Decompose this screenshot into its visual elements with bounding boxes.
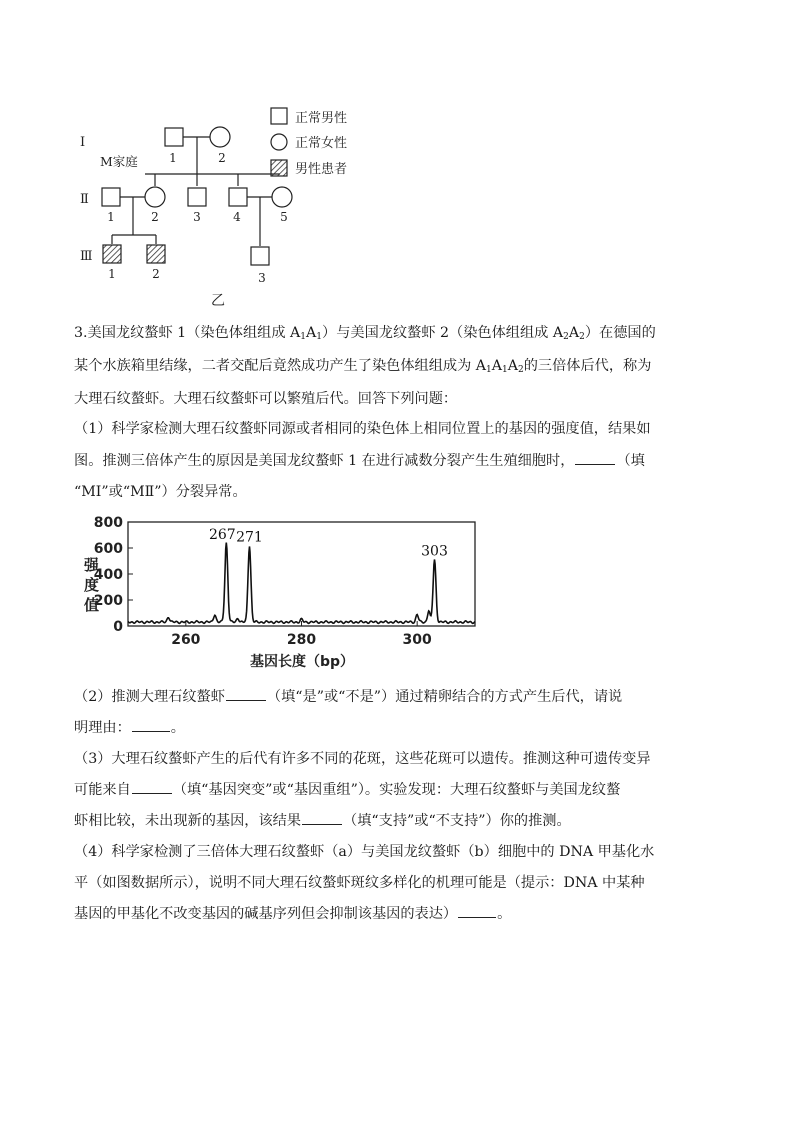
q1-line-1: （1）科学家检测大理石纹螯虾同源或者相同的染色体上相同位置上的基因的强度值，结果如 bbox=[74, 421, 651, 437]
gen-label-3: Ⅲ bbox=[80, 249, 93, 264]
subscript: 2 bbox=[579, 332, 585, 342]
q1-line-2 bbox=[74, 446, 734, 476]
subscript: 1 bbox=[486, 365, 492, 375]
gen2-num-5: 5 bbox=[280, 210, 288, 224]
q3-text: 虾相比较，未出现新的基因，该结果 bbox=[74, 813, 302, 829]
q4-line-1: （4）科学家检测了三倍体大理石纹螯虾（a）与美国龙纹螯虾（b）细胞中的 DNA 甲基化水 bbox=[74, 844, 655, 860]
q2-text: 。 bbox=[170, 720, 185, 736]
peak-label: 303 bbox=[421, 543, 448, 560]
gen1-male-symbol bbox=[165, 128, 183, 146]
subscript: 1 bbox=[316, 332, 322, 342]
q2-text: （填“是”或“不是”）通过精卵结合的方式产生后代，请说 bbox=[266, 689, 623, 705]
y-tick-label: 400 bbox=[93, 567, 123, 583]
gen3-num-3: 3 bbox=[258, 271, 266, 285]
gen2-male-1 bbox=[102, 188, 120, 206]
plot-frame bbox=[128, 522, 475, 626]
gen2-num-2: 2 bbox=[151, 210, 159, 224]
subscript: 1 bbox=[502, 365, 508, 375]
legend-male-label: 正常男性 bbox=[295, 111, 348, 126]
q3-text: （填“支持”或“不支持”）你的推测。 bbox=[343, 813, 571, 829]
answer-blank-q3b[interactable] bbox=[302, 810, 342, 825]
q1-line-3: “MⅠ”或“MⅡ”）分裂异常。 bbox=[74, 484, 247, 500]
y-tick-label: 800 bbox=[93, 516, 123, 531]
legend-affected-label: 男性患者 bbox=[295, 162, 348, 177]
legend-male-icon bbox=[271, 108, 287, 124]
answer-blank-q2a[interactable] bbox=[226, 686, 266, 701]
q3-line-1: （3）大理石纹螯虾产生的后代有许多不同的花斑，这些花斑可以遗传。推测这种可遗传变异 bbox=[74, 751, 651, 767]
gen1-num-1: 1 bbox=[169, 151, 177, 165]
answer-blank-q1[interactable] bbox=[575, 450, 615, 465]
intro-line-2: 某个水族箱里结缘，二者交配后竟然成功产生了染色体组组成为 $A_1A_1A_2$的三倍体后代，称为 bbox=[74, 358, 652, 375]
gen3-affected-male-1 bbox=[103, 245, 121, 263]
intro-line-3: 大理石纹螯虾。大理石纹螯虾可以繁殖后代。回答下列问题： bbox=[74, 391, 458, 407]
q3-line-3 bbox=[74, 806, 734, 836]
y-tick-label: 0 bbox=[113, 619, 123, 635]
subscript: 2 bbox=[563, 332, 569, 342]
gen2-num-4: 4 bbox=[233, 210, 241, 224]
intensity-chart bbox=[70, 516, 490, 676]
q3-text: 可能来自 bbox=[74, 782, 131, 798]
y-axis-label-char-1: 强 bbox=[84, 556, 100, 574]
q4-text: 基因的甲基化不改变基因的碱基序列但会抑制该基因的表达） bbox=[74, 906, 458, 922]
q4-text: 。 bbox=[497, 906, 512, 922]
gen3-male-3 bbox=[251, 247, 269, 265]
intro-text: ）在德国的 bbox=[584, 325, 656, 341]
y-tick-label: 200 bbox=[93, 593, 123, 609]
gen2-num-3: 3 bbox=[193, 210, 201, 224]
q1-text: 图。推测三倍体产生的原因是美国龙纹螯虾 1 在进行减数分裂产生生殖细胞时， bbox=[74, 453, 575, 469]
legend-female-label: 正常女性 bbox=[295, 136, 348, 151]
y-tick-label: 600 bbox=[93, 541, 123, 557]
intro-line-1: 3.美国龙纹螯虾 1（染色体组组成 $A_1A_1$）与美国龙纹螯虾 2（染色体组组成 $A_2A_2$）在德国的 bbox=[74, 325, 656, 342]
answer-blank-q4[interactable] bbox=[458, 903, 496, 918]
gen2-female-5 bbox=[272, 187, 292, 207]
gen-label-1: Ⅰ bbox=[80, 135, 86, 150]
q2-line-1 bbox=[74, 682, 734, 712]
pedigree-figure bbox=[70, 100, 380, 310]
q2-text: 明理由： bbox=[74, 720, 131, 736]
legend-female-icon bbox=[271, 134, 287, 150]
q1-text: （填 bbox=[616, 453, 645, 469]
intro-text: 的三倍体后代，称为 bbox=[523, 358, 652, 374]
x-tick-label: 300 bbox=[402, 632, 432, 648]
y-axis-label-char-3: 值 bbox=[84, 596, 100, 614]
gen-label-2: Ⅱ bbox=[80, 192, 89, 207]
q2-text: （2）推测大理石纹螯虾 bbox=[74, 689, 225, 705]
q2-line-2 bbox=[74, 713, 734, 743]
subscript: 1 bbox=[300, 332, 307, 342]
gen2-female-2 bbox=[145, 187, 165, 207]
gen3-num-1: 1 bbox=[108, 267, 116, 281]
gen1-num-2: 2 bbox=[218, 151, 226, 165]
q3-line-2 bbox=[74, 775, 734, 805]
legend-affected-icon bbox=[271, 160, 287, 176]
x-axis-label: 基因长度（bp） bbox=[249, 654, 355, 670]
q4-line-3 bbox=[74, 899, 734, 929]
answer-blank-q3a[interactable] bbox=[132, 779, 172, 794]
q4-line-2: 平（如图数据所示），说明不同大理石纹螯虾斑纹多样化的机理可能是（提示：DNA 中某种 bbox=[74, 875, 645, 891]
gen2-male-3 bbox=[188, 188, 206, 206]
intro-text: 3.美国龙纹螯虾 1（染色体组组成 A bbox=[74, 325, 301, 341]
figure-label: 乙 bbox=[211, 293, 225, 309]
answer-blank-q2b[interactable] bbox=[132, 717, 170, 732]
y-axis-label-char-2: 度 bbox=[84, 576, 100, 594]
x-tick-label: 260 bbox=[171, 632, 201, 648]
gen1-female-symbol bbox=[210, 127, 230, 147]
gen2-num-1: 1 bbox=[107, 210, 115, 224]
x-tick-label: 280 bbox=[286, 632, 317, 648]
gen3-affected-male-2 bbox=[147, 245, 165, 263]
q3-text: （填“基因突变”或“基因重组”）。实验发现：大理石纹螯虾与美国龙纹螯 bbox=[172, 782, 621, 798]
peak-label: 271 bbox=[236, 529, 263, 546]
intro-text: 某个水族箱里结缘，二者交配后竟然成功产生了染色体组组成为 A bbox=[74, 358, 487, 374]
peak-label: 267 bbox=[208, 526, 236, 543]
gen3-num-2: 2 bbox=[152, 267, 160, 281]
family-label: M家庭 bbox=[100, 154, 138, 169]
intro-text: ）与美国龙纹螯虾 2（染色体组组成 A bbox=[322, 325, 564, 341]
subscript: 2 bbox=[517, 365, 524, 375]
gen2-male-4 bbox=[229, 188, 247, 206]
